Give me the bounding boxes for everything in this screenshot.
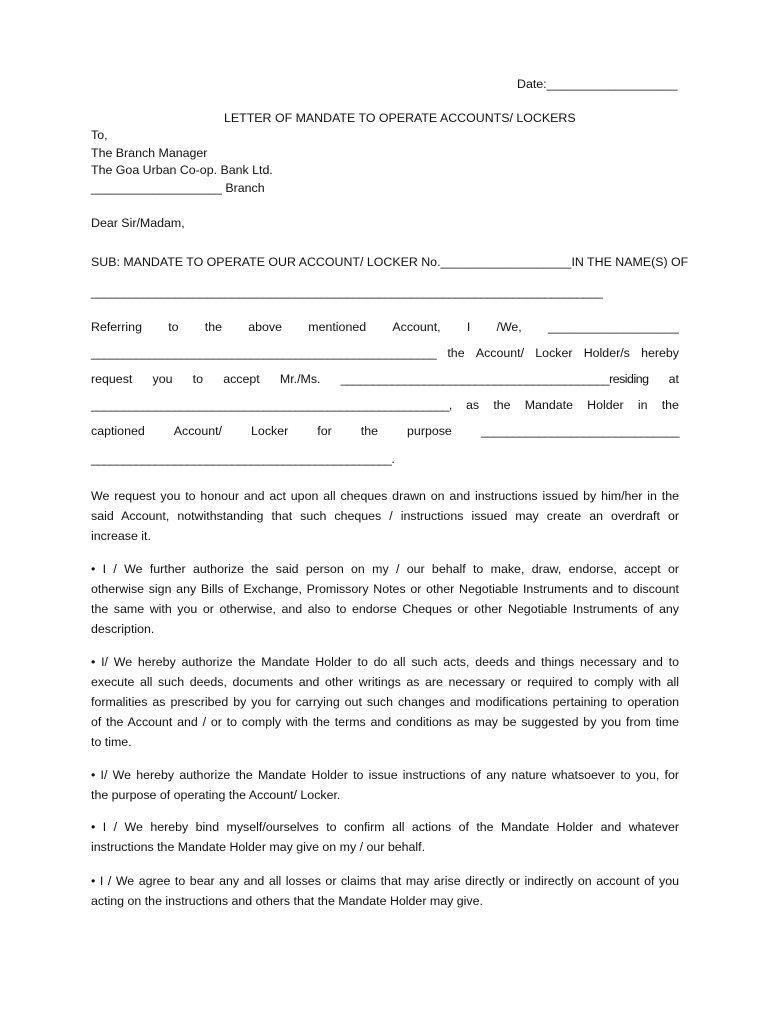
word: for xyxy=(317,424,332,438)
subject-right: IN THE NAME(S) OF xyxy=(571,255,689,269)
blank: ___________________ xyxy=(547,320,679,334)
date-field: Date:___________________ xyxy=(517,77,678,91)
blank: _______________________________ xyxy=(480,424,679,438)
blank: ________________________________________________________, xyxy=(91,398,452,412)
word: the xyxy=(204,320,223,334)
salutation: Dear Sir/Madam, xyxy=(91,216,185,230)
paragraph-line: to time. xyxy=(91,735,132,749)
paragraph-line: description. xyxy=(91,622,155,636)
word: the xyxy=(447,346,465,360)
word: accept xyxy=(223,372,260,386)
paragraph-line: acting on the instructions and others that the Mandate Holder may give. xyxy=(91,894,483,908)
address-line-branch: ___________________ Branch xyxy=(91,181,265,195)
paragraph-line: instructions the Mandate Holder may give on my / our behalf. xyxy=(91,840,426,854)
word: hereby xyxy=(641,346,679,360)
referring-line-5 xyxy=(91,422,679,440)
referring-line-4 xyxy=(91,396,679,414)
word: above xyxy=(248,320,283,334)
paragraph-confirm-actions xyxy=(91,817,679,857)
purpose-blank: _______________________________________________. xyxy=(91,452,395,466)
paragraph-issue-instructions xyxy=(91,765,679,805)
word: mentioned xyxy=(308,320,367,334)
blank: __________________________________________residing xyxy=(340,372,649,386)
word: request xyxy=(91,372,133,386)
paragraph-line: of the Account and / or to comply with the terms and conditions as may be suggested by you from time xyxy=(91,715,679,729)
referring-line-3 xyxy=(91,370,679,388)
paragraph-honour-cheques xyxy=(91,486,679,546)
address-to: To, xyxy=(91,128,108,142)
word: at xyxy=(668,372,679,386)
word: you xyxy=(152,372,173,386)
paragraph-line: We request you to honour and act upon all cheques drawn on and instructions issued by him/her in the xyxy=(91,489,679,503)
word: the xyxy=(661,398,679,412)
paragraph-line: said Account, notwithstanding that such cheques / instructions issued may create an overdraft or xyxy=(91,509,679,523)
word: /We, xyxy=(496,320,522,334)
paragraph-line: increase it. xyxy=(91,529,151,543)
word: Mr./Ms. xyxy=(279,372,321,386)
referring-line-1 xyxy=(91,318,679,336)
word: Locker xyxy=(251,424,289,438)
word: the xyxy=(493,398,511,412)
word: captioned xyxy=(91,424,145,438)
subject-left: SUB: MANDATE TO OPERATE OUR ACCOUNT/ LOCKER No.___________________ xyxy=(91,255,572,269)
paragraph-line: the purpose of operating the Account/ Locker. xyxy=(91,788,341,802)
word: as xyxy=(466,398,480,412)
paragraph-authorize-bills xyxy=(91,559,679,639)
word: I xyxy=(466,320,471,334)
referring-line-2 xyxy=(91,344,679,362)
word: Account/ xyxy=(475,346,525,360)
word: Account/ xyxy=(173,424,222,438)
word: Account, xyxy=(392,320,441,334)
word: Holder/s xyxy=(583,346,630,360)
subject-name-blank: ________________________________________________________________________________ xyxy=(91,285,603,299)
paragraph-line: • I/ We hereby authorize the Mandate Holder to do all such acts, deeds and things necessary and to xyxy=(91,655,679,669)
paragraph-line: • I/ We hereby authorize the Mandate Holder to issue instructions of any nature whatsoever to you, for xyxy=(91,768,679,782)
paragraph-line: • I / We agree to bear any and all losses or claims that may arise directly or indirectly on account of you xyxy=(91,874,679,888)
paragraph-bear-losses xyxy=(91,871,679,911)
paragraph-line: execute all such deeds, documents and other writings as are necessary or required to comply with all xyxy=(91,675,679,689)
word: Referring xyxy=(91,320,142,334)
paragraph-line: formalities as prescribed by you for carrying out such changes and modifications pertaining to operation xyxy=(91,695,679,709)
paragraph-line: the same with you or otherwise, and also to endorse Cheques or other Negotiable Instruments of any xyxy=(91,602,679,616)
word: in xyxy=(637,398,648,412)
blank: ______________________________________________________ xyxy=(91,346,437,360)
word: Mandate xyxy=(524,398,573,412)
word: Locker xyxy=(535,346,573,360)
address-line-bank: The Goa Urban Co-op. Bank Ltd. xyxy=(91,163,273,177)
paragraph-line: otherwise sign any Bills of Exchange, Promissory Notes or other Negotiable Instruments and to discount xyxy=(91,582,679,596)
word: to xyxy=(168,320,179,334)
word: to xyxy=(192,372,204,386)
paragraph-line: • I / We further authorize the said person on my / our behalf to make, draw, endorse, accept or xyxy=(91,562,679,576)
subject-line xyxy=(91,253,689,271)
document-title: LETTER OF MANDATE TO OPERATE ACCOUNTS/ LOCKERS xyxy=(224,111,576,125)
address-line-manager: The Branch Manager xyxy=(91,146,208,160)
paragraph-authorize-acts xyxy=(91,652,679,752)
word: the xyxy=(360,424,378,438)
word: Holder xyxy=(587,398,624,412)
paragraph-line: • I / We hereby bind myself/ourselves to confirm all actions of the Mandate Holder and whatever xyxy=(91,820,679,834)
word: purpose xyxy=(407,424,452,438)
